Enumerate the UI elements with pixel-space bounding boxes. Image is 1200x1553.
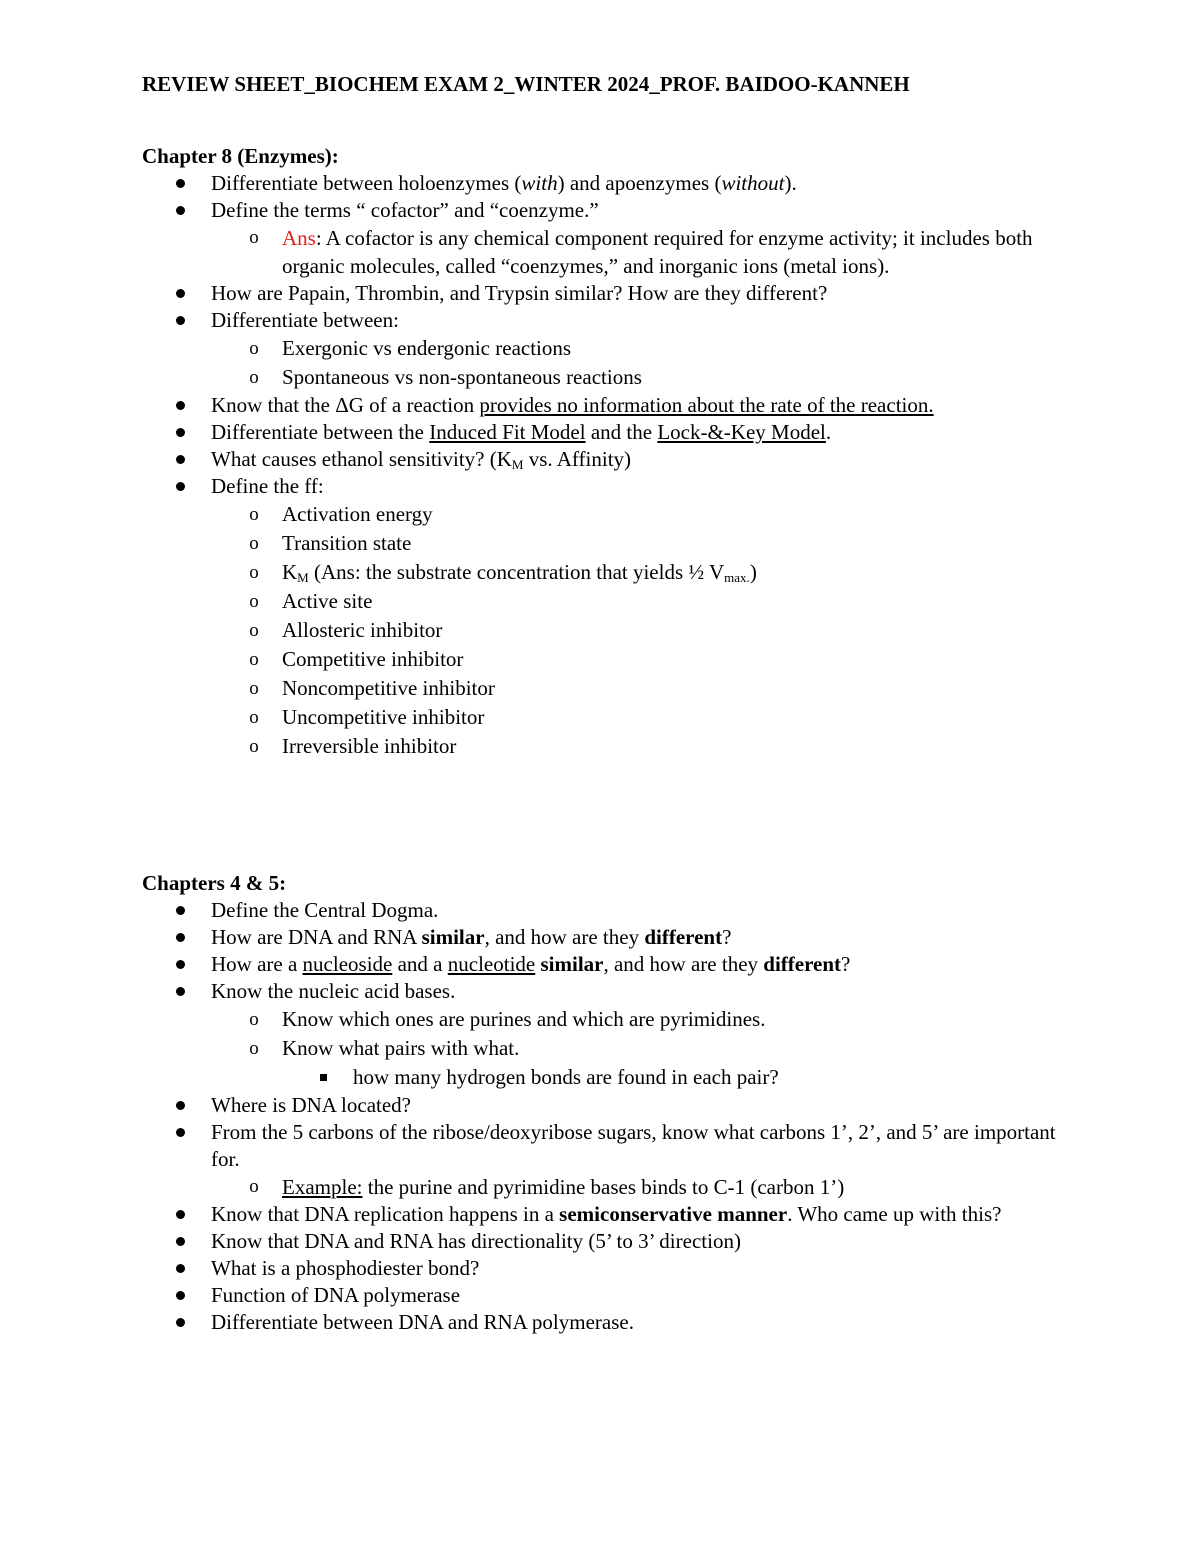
list-item: Know that the ΔG of a reaction provides no information about the rate of the reaction.	[142, 392, 1072, 419]
disc-bullet-icon	[170, 473, 190, 500]
section-chapters-4-5	[142, 870, 1072, 1336]
list-subitem: o Know which ones are purines and which are pyrimidines.	[142, 1005, 1072, 1034]
list-item: What is a phosphodiester bond?	[142, 1255, 1072, 1282]
list-item: How are Papain, Thrombin, and Trypsin similar? How are they different?	[142, 280, 1072, 307]
list-item: Differentiate between:	[142, 307, 1072, 334]
list-item: Differentiate between the Induced Fit Model and the Lock-&-Key Model.	[142, 419, 1072, 446]
list-subitem: o Noncompetitive inhibitor	[142, 674, 1072, 703]
list-subitem: o Example: the purine and pyrimidine bases binds to C-1 (carbon 1’)	[142, 1173, 1072, 1201]
disc-bullet-icon	[170, 1309, 190, 1336]
list-item: Differentiate between DNA and RNA polymerase.	[142, 1309, 1072, 1336]
circle-bullet-icon: o	[249, 227, 259, 248]
circle-bullet-icon: o	[249, 649, 259, 670]
circle-bullet-icon: o	[249, 367, 259, 388]
circle-bullet-icon: o	[249, 338, 259, 359]
disc-bullet-icon	[170, 951, 190, 978]
circle-bullet-icon: o	[249, 707, 259, 728]
circle-bullet-icon: o	[249, 1038, 259, 1059]
answer-label: Ans	[282, 226, 316, 250]
list-subitem: o Transition state	[142, 529, 1072, 558]
disc-bullet-icon	[170, 307, 190, 334]
list-subitem: o Irreversible inhibitor	[142, 732, 1072, 761]
list-item: Differentiate between holoenzymes (with) and apoenzymes (without).	[142, 170, 1072, 197]
list-item: How are a nucleoside and a nucleotide similar, and how are they different?	[142, 951, 1072, 978]
list-item: Function of DNA polymerase	[142, 1282, 1072, 1309]
list-subitem: o Spontaneous vs non-spontaneous reactions	[142, 363, 1072, 392]
disc-bullet-icon	[170, 897, 190, 924]
list-subitem: o Exergonic vs endergonic reactions	[142, 334, 1072, 363]
list-item: Know that DNA and RNA has directionality (5’ to 3’ direction)	[142, 1228, 1072, 1255]
list-subsubitem: how many hydrogen bonds are found in each pair?	[142, 1063, 1072, 1092]
circle-bullet-icon: o	[249, 1176, 259, 1197]
disc-bullet-icon	[170, 197, 190, 224]
square-bullet-icon	[313, 1063, 333, 1092]
disc-bullet-icon	[170, 1092, 190, 1119]
disc-bullet-icon	[170, 280, 190, 307]
list-item: Know that DNA replication happens in a semiconservative manner. Who came up with this?	[142, 1201, 1072, 1228]
disc-bullet-icon	[170, 924, 190, 951]
document-title: REVIEW SHEET_BIOCHEM EXAM 2_WINTER 2024_PROF. BAIDOO-KANNEH	[142, 72, 910, 96]
list-item: Define the ff:	[142, 473, 1072, 500]
list-subitem: o Know what pairs with what.	[142, 1034, 1072, 1063]
circle-bullet-icon: o	[249, 678, 259, 699]
section-heading: Chapter 8 (Enzymes):	[142, 144, 339, 168]
circle-bullet-icon: o	[249, 620, 259, 641]
list-item: Know the nucleic acid bases.	[142, 978, 1072, 1005]
circle-bullet-icon: o	[249, 1009, 259, 1030]
list-subitem: o $K_M$ (Ans: the substrate concentration that yields ½ $V_{max.}$)	[142, 558, 1072, 587]
list-subitem: o Allosteric inhibitor	[142, 616, 1072, 645]
section-heading: Chapters 4 & 5:	[142, 871, 287, 895]
circle-bullet-icon: o	[249, 591, 259, 612]
disc-bullet-icon	[170, 446, 190, 473]
list-item: Where is DNA located?	[142, 1092, 1072, 1119]
disc-bullet-icon	[170, 1119, 190, 1146]
circle-bullet-icon: o	[249, 533, 259, 554]
disc-bullet-icon	[170, 392, 190, 419]
disc-bullet-icon	[170, 170, 190, 197]
disc-bullet-icon	[170, 1282, 190, 1309]
disc-bullet-icon	[170, 978, 190, 1005]
section-chapter-8	[142, 143, 1072, 761]
circle-bullet-icon: o	[249, 504, 259, 525]
list-item: Define the terms “ cofactor” and “coenzyme.”	[142, 197, 1072, 224]
disc-bullet-icon	[170, 419, 190, 446]
list-item: From the 5 carbons of the ribose/deoxyribose sugars, know what carbons 1’, 2’, and 5’ are important for.	[142, 1119, 1072, 1173]
disc-bullet-icon	[170, 1255, 190, 1282]
list-item: How are DNA and RNA similar, and how are they different?	[142, 924, 1072, 951]
list-subitem: o Uncompetitive inhibitor	[142, 703, 1072, 732]
list-subitem: o Active site	[142, 587, 1072, 616]
disc-bullet-icon	[170, 1201, 190, 1228]
list-item: Define the Central Dogma.	[142, 897, 1072, 924]
circle-bullet-icon: o	[249, 562, 259, 583]
disc-bullet-icon	[170, 1228, 190, 1255]
list-subitem-answer: o Ans: A cofactor is any chemical component required for enzyme activity; it includes both organic molecules, called “coenzymes,” and inorganic ions (metal ions).	[142, 224, 1072, 280]
list-subitem: o Competitive inhibitor	[142, 645, 1072, 674]
list-subitem: o Activation energy	[142, 500, 1072, 529]
list-item: What causes ethanol sensitivity? ($K_M$ vs. Affinity)	[142, 446, 1072, 473]
circle-bullet-icon: o	[249, 736, 259, 757]
